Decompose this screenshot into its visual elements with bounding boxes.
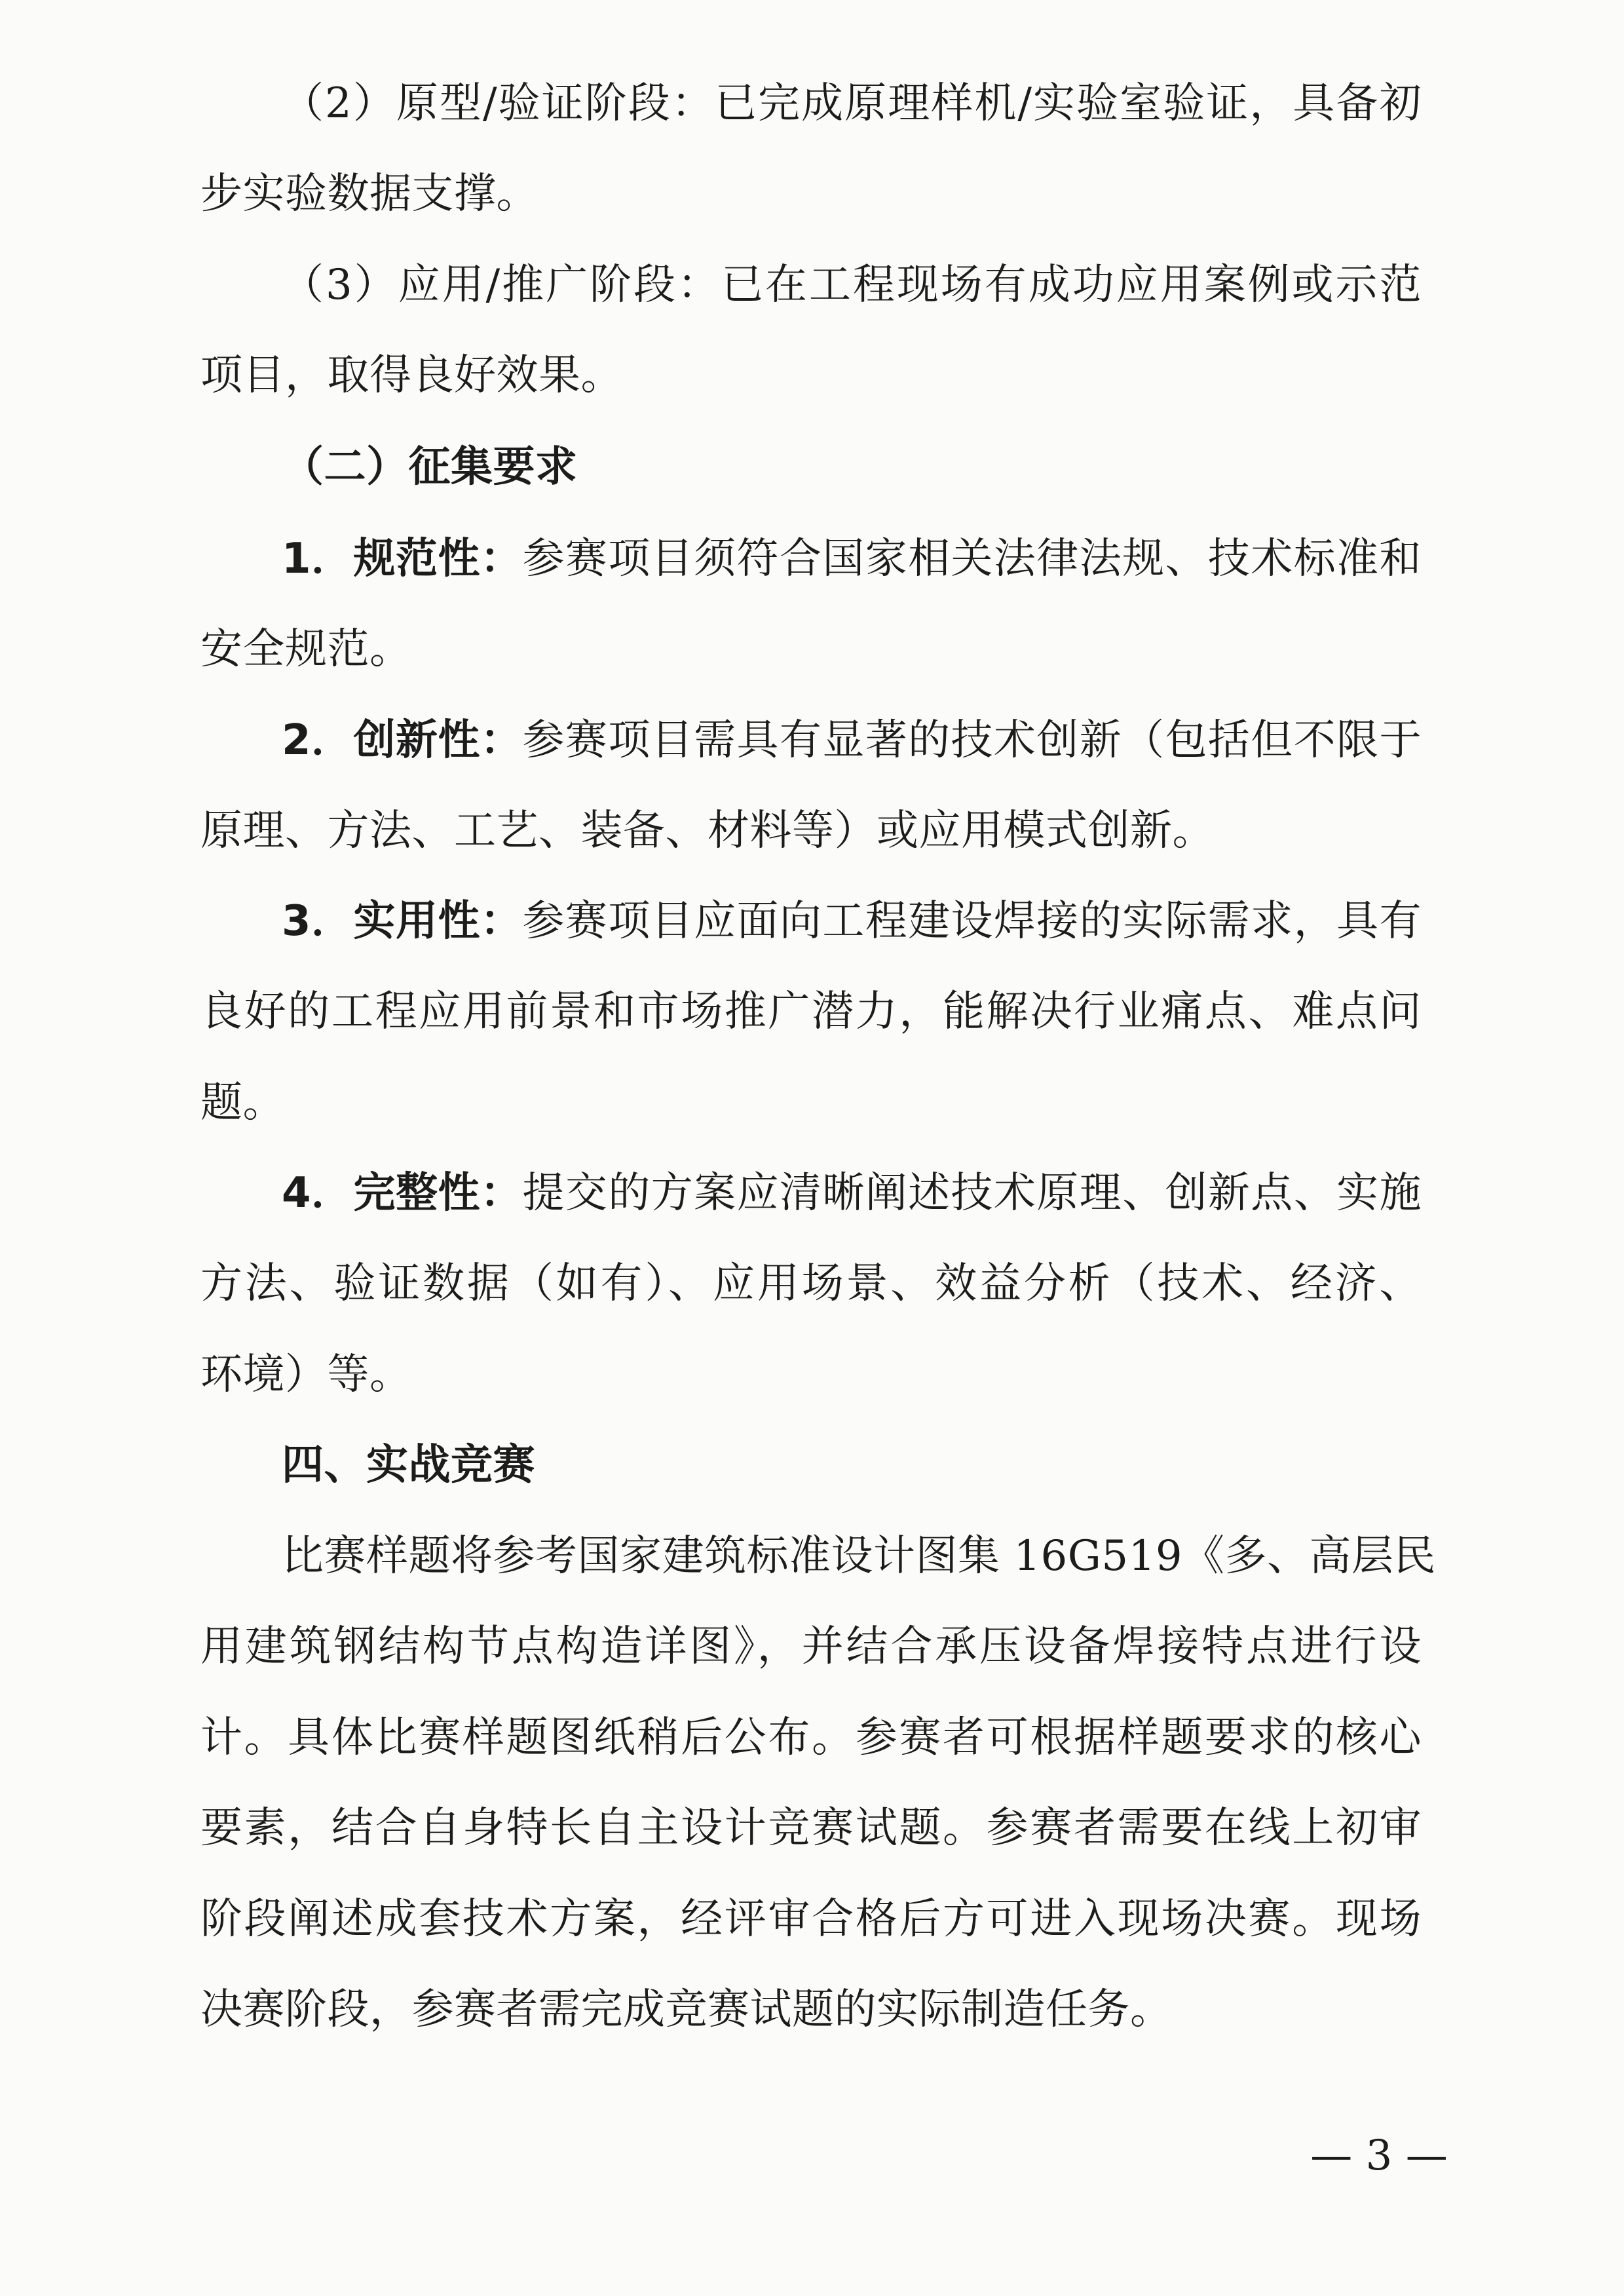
requirement-2-text: 参赛项目需具有显著的技术创新（包括但不限于	[522, 716, 1422, 765]
competition-line-5: 阶段阐述成套技术方案，经评审合格后方可进入现场决赛。现场	[200, 1895, 1422, 1943]
requirement-4-line-3: 环境）等。	[200, 1350, 412, 1399]
requirement-4	[282, 1167, 1422, 1219]
requirement-3-line-3: 题。	[200, 1079, 285, 1127]
stage3-line-1: （3）应用/推广阶段：已在工程现场有成功应用案例或示范	[282, 261, 1422, 309]
stage3-line-2: 项目，取得良好效果。	[200, 351, 623, 400]
requirement-3-label: 3．实用性：	[282, 897, 523, 946]
requirement-1-text: 参赛项目须符合国家相关法律法规、技术标准和	[522, 535, 1422, 583]
competition-line-1: 比赛样题将参考国家建筑标准设计图集 16G519《多、高层民	[282, 1532, 1437, 1580]
requirement-4-text: 提交的方案应清晰阐述技术原理、创新点、实施	[522, 1169, 1422, 1217]
competition-line-6: 决赛阶段，参赛者需完成竞赛试题的实际制造任务。	[200, 1985, 1173, 2034]
requirement-1	[282, 533, 1422, 585]
page-number: — 3 —	[1310, 2132, 1448, 2180]
requirement-1-label: 1．规范性：	[282, 535, 523, 583]
section-heading-competition: 四、实战竞赛	[282, 1441, 535, 1489]
competition-line-4: 要素，结合自身特长自主设计竞赛试题。参赛者需要在线上初审	[200, 1804, 1422, 1852]
section-heading-requirements: （二）征集要求	[282, 443, 578, 491]
requirement-4-label: 4．完整性：	[282, 1169, 523, 1217]
requirement-4-line-2: 方法、验证数据（如有）、应用场景、效益分析（技术、经济、	[200, 1259, 1422, 1308]
requirement-2-line-2: 原理、方法、工艺、装备、材料等）或应用模式创新。	[200, 807, 1215, 855]
competition-line-2: 用建筑钢结构节点构造详图》，并结合承压设备焊接特点进行设	[200, 1622, 1422, 1671]
stage2-line-2: 步实验数据支撑。	[200, 170, 538, 218]
requirement-3	[282, 895, 1422, 947]
requirement-2	[282, 714, 1422, 767]
requirement-2-label: 2．创新性：	[282, 716, 523, 765]
competition-line-3: 计。具体比赛样题图纸稍后公布。参赛者可根据样题要求的核心	[200, 1713, 1422, 1762]
stage2-line-1: （2）原型/验证阶段：已完成原理样机/实验室验证，具备初	[282, 79, 1422, 128]
requirement-1-line-2: 安全规范。	[200, 625, 412, 674]
requirement-3-text: 参赛项目应面向工程建设焊接的实际需求，具有	[522, 897, 1422, 946]
requirement-3-line-2: 良好的工程应用前景和市场推广潜力，能解决行业痛点、难点问	[200, 987, 1422, 1036]
